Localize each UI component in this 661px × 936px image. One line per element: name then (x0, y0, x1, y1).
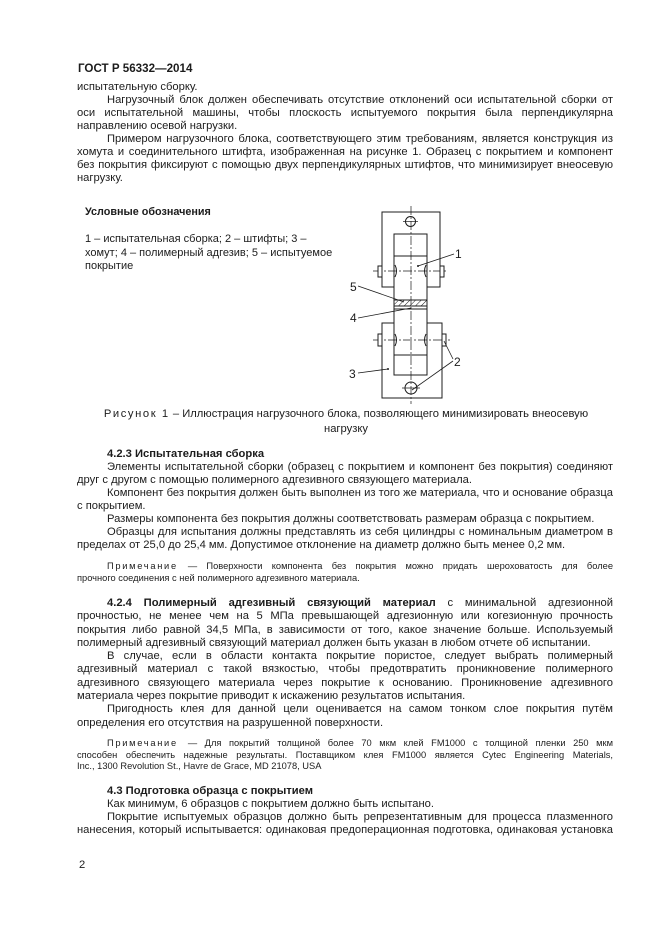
text-line: хомута и соединительного штифта, изображенная на рисунке 1. Образец с покрытием и компонент (77, 146, 613, 158)
page-number: 2 (79, 859, 86, 871)
text-line: оси испытательной машины, чтобы плоскость испытуемого покрытия была перпендикулярна (77, 107, 613, 119)
text-line: адгезивный материал с такой вязкостью, чтобы предотвратить проникновение полимерного (77, 663, 613, 676)
caption-text: нагрузку (324, 423, 368, 435)
text-line: материала через покрытие приводит к искажению результатов испытания. (77, 690, 466, 703)
text-line: нанесения, который испытывается: одинаковая предоперационная подготовка, одинаковая установка (77, 824, 613, 836)
text-line: адгезивного связующего материала через покрытие к основанию. Проникновение адгезивного (77, 676, 613, 689)
text-line: испытательную сборку. (77, 81, 198, 93)
text-line: Примером нагрузочного блока, соответствующего этим требованиям, является конструкция из (107, 133, 613, 145)
text-line: друг с другом с помощью полимерного адгезивного связующего материала. (77, 474, 472, 486)
note-text: прочного соединения с ней полимерного адгезивного материала. (77, 572, 360, 583)
legend-line: покрытие (85, 260, 134, 272)
text-line: Элементы испытательной сборки (образец с покрытием и компонент без покрытия) соединяют (107, 461, 613, 473)
text-line: Компонент без покрытия должен быть выполнен из того же материала, что и основание образца (107, 487, 613, 499)
text-line: Нагрузочный блок должен обеспечивать отсутствие отклонений оси испытательной сборки от (107, 94, 613, 106)
note-text: Inc., 1300 Revolution St., Havre de Grace, MD 21078, USA (77, 761, 322, 771)
note-label: Примечание (107, 738, 178, 748)
section-heading: 4.3 Подготовка образца с покрытием (107, 785, 313, 797)
text-line: прочностью, не менее чем на 5 МПа превышающей адгезионную или когезионную прочность (77, 610, 613, 623)
intro-text (77, 81, 613, 185)
callout-label-1: 1 (455, 247, 462, 261)
legend-line: 1 – испытательная сборка; 2 – штифты; 3 – (85, 233, 307, 245)
pin (378, 334, 382, 346)
note-text: способен обеспечить надежные результаты. Поставщиком клея FM1000 является Cytec Engineering Materials, (77, 749, 613, 760)
note-text: — Поверхности компонента без покрытия можно придать шероховатость для более (187, 561, 613, 571)
section-4-2-4 (77, 597, 613, 730)
note-label: Примечание (107, 561, 178, 571)
text-line: Размеры компонента без покрытия должны соответствовать размерам образца с покрытием. (107, 513, 595, 525)
text-line: Образцы для испытания должны представлять из себя цилиндры с номинальным диаметром в (107, 526, 613, 538)
caption-label: Рисунок 1 (103, 408, 170, 420)
legend-line: хомут; 4 – полимерный адгезив; 5 – испытуемое (85, 246, 333, 259)
section-heading: 4.2.3 Испытательная сборка (107, 448, 265, 460)
text-line: В случае, если в области контакта покрытие пористое, следует выбрать полимерный (107, 650, 613, 663)
coating-layer (394, 300, 427, 306)
text-line: Как минимум, 6 образцов с покрытием должно быть испытано. (107, 798, 435, 810)
note-1 (77, 561, 613, 584)
loading-block-figure (340, 200, 480, 410)
callout-label-2: 2 (454, 355, 461, 369)
pin (378, 266, 382, 277)
text-line: определения его отсутствия на разрушенной поверхности. (77, 716, 384, 729)
pin (440, 266, 444, 277)
note-2 (77, 738, 613, 773)
text-line: нагрузку. (77, 172, 123, 184)
callout-label-3: 3 (349, 367, 356, 381)
caption-text: – Иллюстрация нагрузочного блока, позволяющего минимизировать внеосевую (169, 408, 589, 420)
text-line: с минимальной адгезионной (435, 597, 613, 609)
text-line: с покрытием. (77, 500, 146, 512)
text-line: покрытия либо равной 34,5 МПа, в зависимости от того, какое значение больше. Используемый (77, 623, 613, 636)
legend-title: Условные обозначения (85, 206, 211, 218)
text-line: без покрытия фиксируют с помощью двух перпендикулярных штифтов, что минимизирует внеосевую (77, 159, 613, 171)
upper-specimen (394, 234, 427, 300)
callout-label-5: 5 (350, 280, 357, 294)
text-line: полимерный адгезивный связующий материал должен быть указан в любом отчете об испытании. (77, 636, 591, 649)
text-line: Пригодность клея для данной цели оценивается на самом тонком слое покрытия путём (107, 703, 613, 716)
text-line: направлению осевой нагрузки. (77, 120, 238, 132)
section-4-2-3 (77, 448, 613, 552)
document-code-header: ГОСТ Р 56332—2014 (78, 62, 193, 75)
text-line: Покрытие испытуемых образцов должно быть репрезентативным для процесса плазменного (107, 811, 613, 823)
note-text: — Для покрытий толщиной более 70 мкм клей FM1000 с толщиной пленки 250 мкм (187, 738, 613, 748)
callout-label-4: 4 (350, 311, 357, 325)
figure-caption (77, 407, 615, 437)
lower-specimen (394, 309, 427, 375)
section-4-3 (77, 785, 613, 837)
text-line: пределах от 25,0 до 25,4 мм. Допустимое отклонение на диаметр должно быть менее 0,2 мм. (77, 539, 566, 551)
legend-text (85, 233, 345, 274)
section-heading: 4.2.4 Полимерный адгезивный связующий материал (107, 597, 436, 609)
